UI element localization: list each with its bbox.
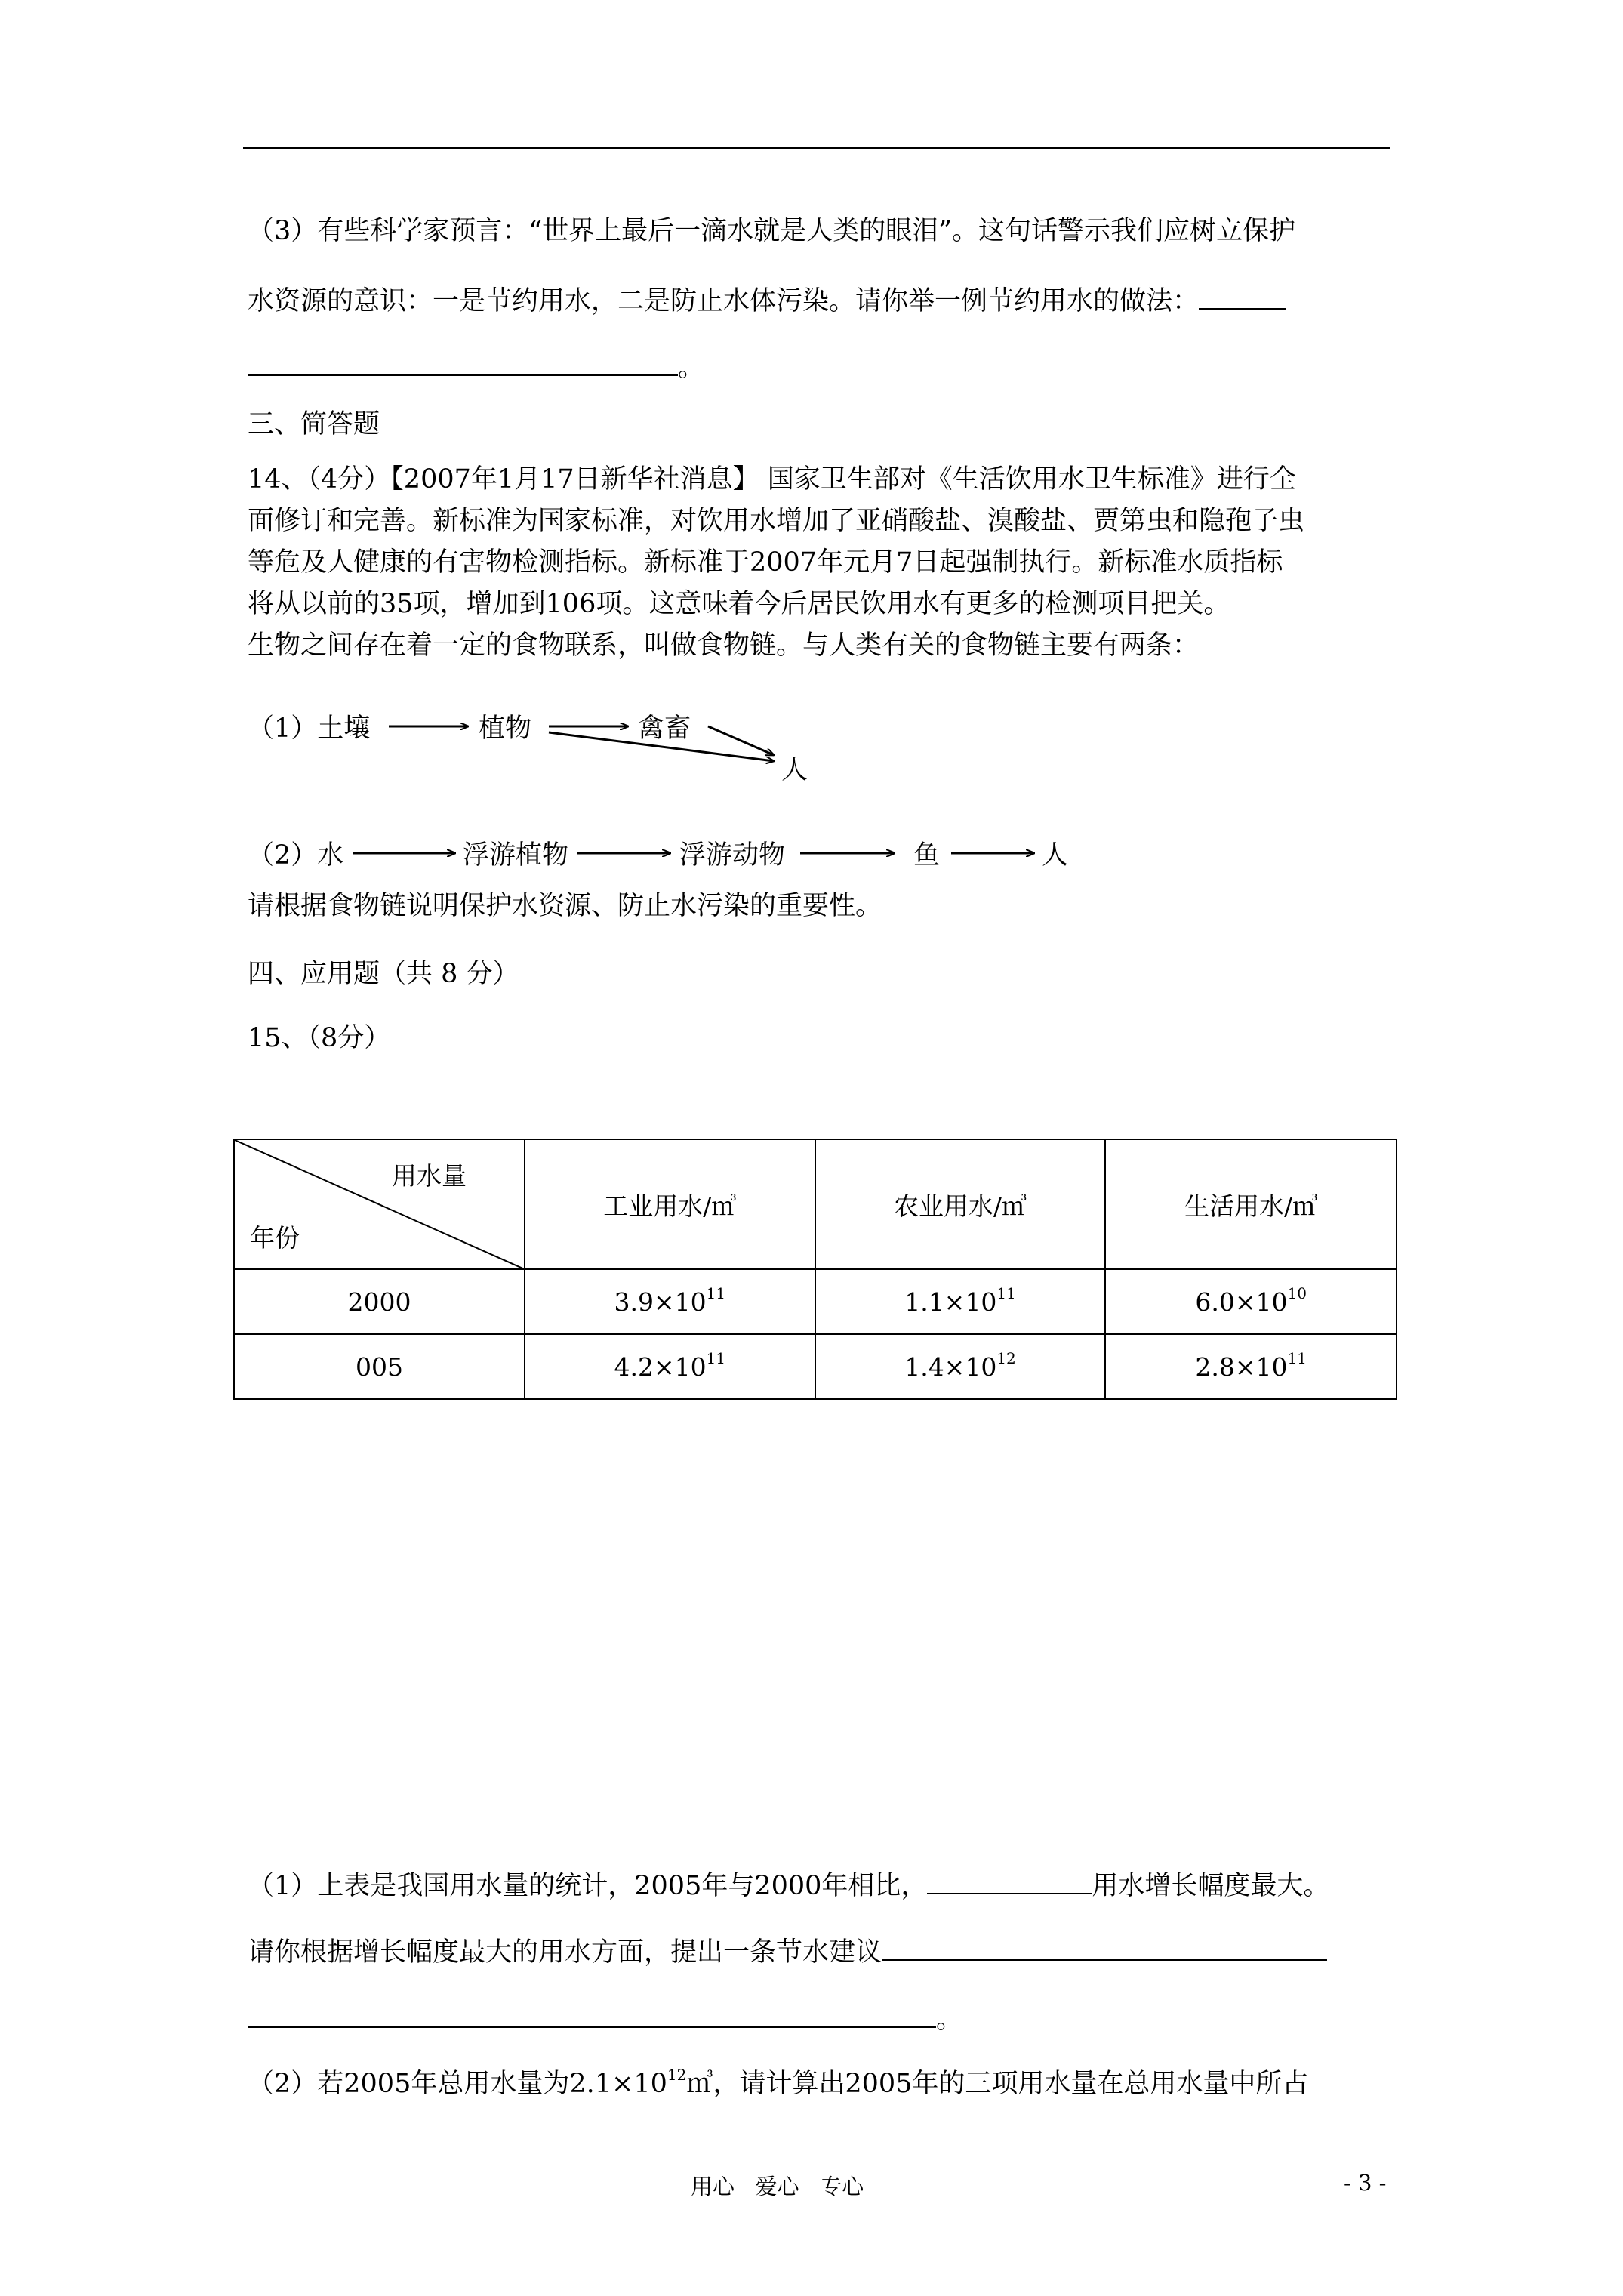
section4-title: 四、应用题（共 8 分）	[248, 959, 519, 989]
q15-p1-text-a: （1）上表是我国用水量的统计，2005年与2000年相比，	[248, 1871, 928, 1901]
q15-p2-text-b: ㎥，请计算出2005年的三项用水量在总用水量中所占	[686, 2069, 1309, 2099]
q15-p1-line3	[248, 2002, 962, 2035]
corner-top-label: 用水量	[392, 1161, 467, 1191]
q14-question: 请根据食物链说明保护水资源、防止水污染的重要性。	[248, 891, 882, 921]
q15-p2-text-a: （2）若2005年总用水量为2.1×10	[248, 2069, 667, 2099]
chain2-node4: 人	[1042, 840, 1069, 871]
q3-line1: （3）有些科学家预言：“世界上最后一滴水就是人类的眼泪”。这句话警示我们应树立保护	[248, 216, 1296, 246]
chain2-node3: 鱼	[913, 840, 941, 871]
q3-line3-end: 。	[678, 353, 705, 383]
footer-center: 用心 爱心 专心	[691, 2174, 864, 2199]
page-number: - 3 -	[1344, 2170, 1387, 2196]
q14-line4: 将从以前的35项，增加到106项。这意味着今后居民饮用水有更多的检测项目把关。	[248, 589, 1230, 619]
q3-line3	[248, 350, 704, 383]
header-rule	[243, 147, 1390, 149]
section3-title: 三、简答题	[248, 409, 380, 439]
water-usage-table	[233, 1139, 1397, 1400]
q3-line2-text: 水资源的意识：一是节约用水，二是防止水体污染。请你举一例节约用水的做法：	[248, 286, 1200, 316]
q14-line1: 14、（4分）【2007年1月17日新华社消息】 国家卫生部对《生活饮用水卫生标准》进行全	[248, 464, 1296, 495]
chain2-node1: 浮游植物	[463, 840, 569, 871]
answer-blank[interactable]	[248, 350, 678, 376]
q14-line5: 生物之间存在着一定的食物联系，叫做食物链。与人类有关的食物链主要有两条：	[248, 630, 1200, 661]
q15-p1-text-b: 用水增长幅度最大。	[1092, 1871, 1330, 1901]
q15-p1-line2-text: 请你根据增长幅度最大的用水方面，提出一条节水建议	[248, 1937, 882, 1968]
year-cell: 005	[234, 1334, 525, 1399]
answer-blank[interactable]	[882, 1935, 1327, 1961]
chain2-node2: 浮游动物	[679, 840, 786, 871]
chain2-label: （2）水	[248, 840, 344, 871]
q15-p2-exponent: 12	[667, 2066, 687, 2084]
q14-line2: 面修订和完善。新标准为国家标准，对饮用水增加了亚硝酸盐、溴酸盐、贾第虫和隐孢子虫	[248, 506, 1305, 536]
answer-blank[interactable]	[1199, 284, 1286, 310]
header-agricultural: 农业用水/㎥	[815, 1139, 1106, 1269]
value-cell: $1.4\times 10^{12}$	[815, 1334, 1106, 1399]
chain1-human: 人	[781, 755, 808, 785]
value-cell: $4.2\times 10^{11}$	[525, 1334, 815, 1399]
q3-line2	[248, 284, 1286, 316]
table-row	[234, 1334, 1397, 1399]
header-industrial: 工业用水/㎥	[525, 1139, 815, 1269]
q15-label: 15、（8分）	[248, 1023, 391, 1053]
q14-line3: 等危及人健康的有害物检测指标。新标准于2007年元月7日起强制执行。新标准水质指标	[248, 547, 1283, 578]
q15-p1-line2	[248, 1935, 1327, 1968]
q15-p1-line1	[248, 1869, 1329, 1901]
header-domestic: 生活用水/㎥	[1105, 1139, 1397, 1269]
chain1-label: （1）土壤	[248, 713, 371, 744]
year-cell: 2000	[234, 1269, 525, 1334]
value-cell: $2.8\times 10^{11}$	[1105, 1334, 1397, 1399]
corner-bottom-label: 年份	[250, 1223, 300, 1253]
table-row	[234, 1269, 1397, 1334]
value-cell: $1.1\times 10^{11}$	[815, 1269, 1106, 1334]
chain1-livestock: 禽畜	[638, 713, 691, 744]
chain1-plant: 植物	[479, 713, 532, 744]
value-cell: $6.0\times 10^{10}$	[1105, 1269, 1397, 1334]
arrow-livestock-human	[708, 726, 774, 755]
answer-blank[interactable]	[927, 1869, 1092, 1894]
q15-p1-line3-end: 。	[936, 2005, 963, 2035]
value-cell: $3.9\times 10^{11}$	[525, 1269, 815, 1334]
answer-blank[interactable]	[248, 2002, 936, 2028]
table-corner-cell	[234, 1139, 525, 1269]
q15-p2-line	[248, 2066, 1309, 2099]
